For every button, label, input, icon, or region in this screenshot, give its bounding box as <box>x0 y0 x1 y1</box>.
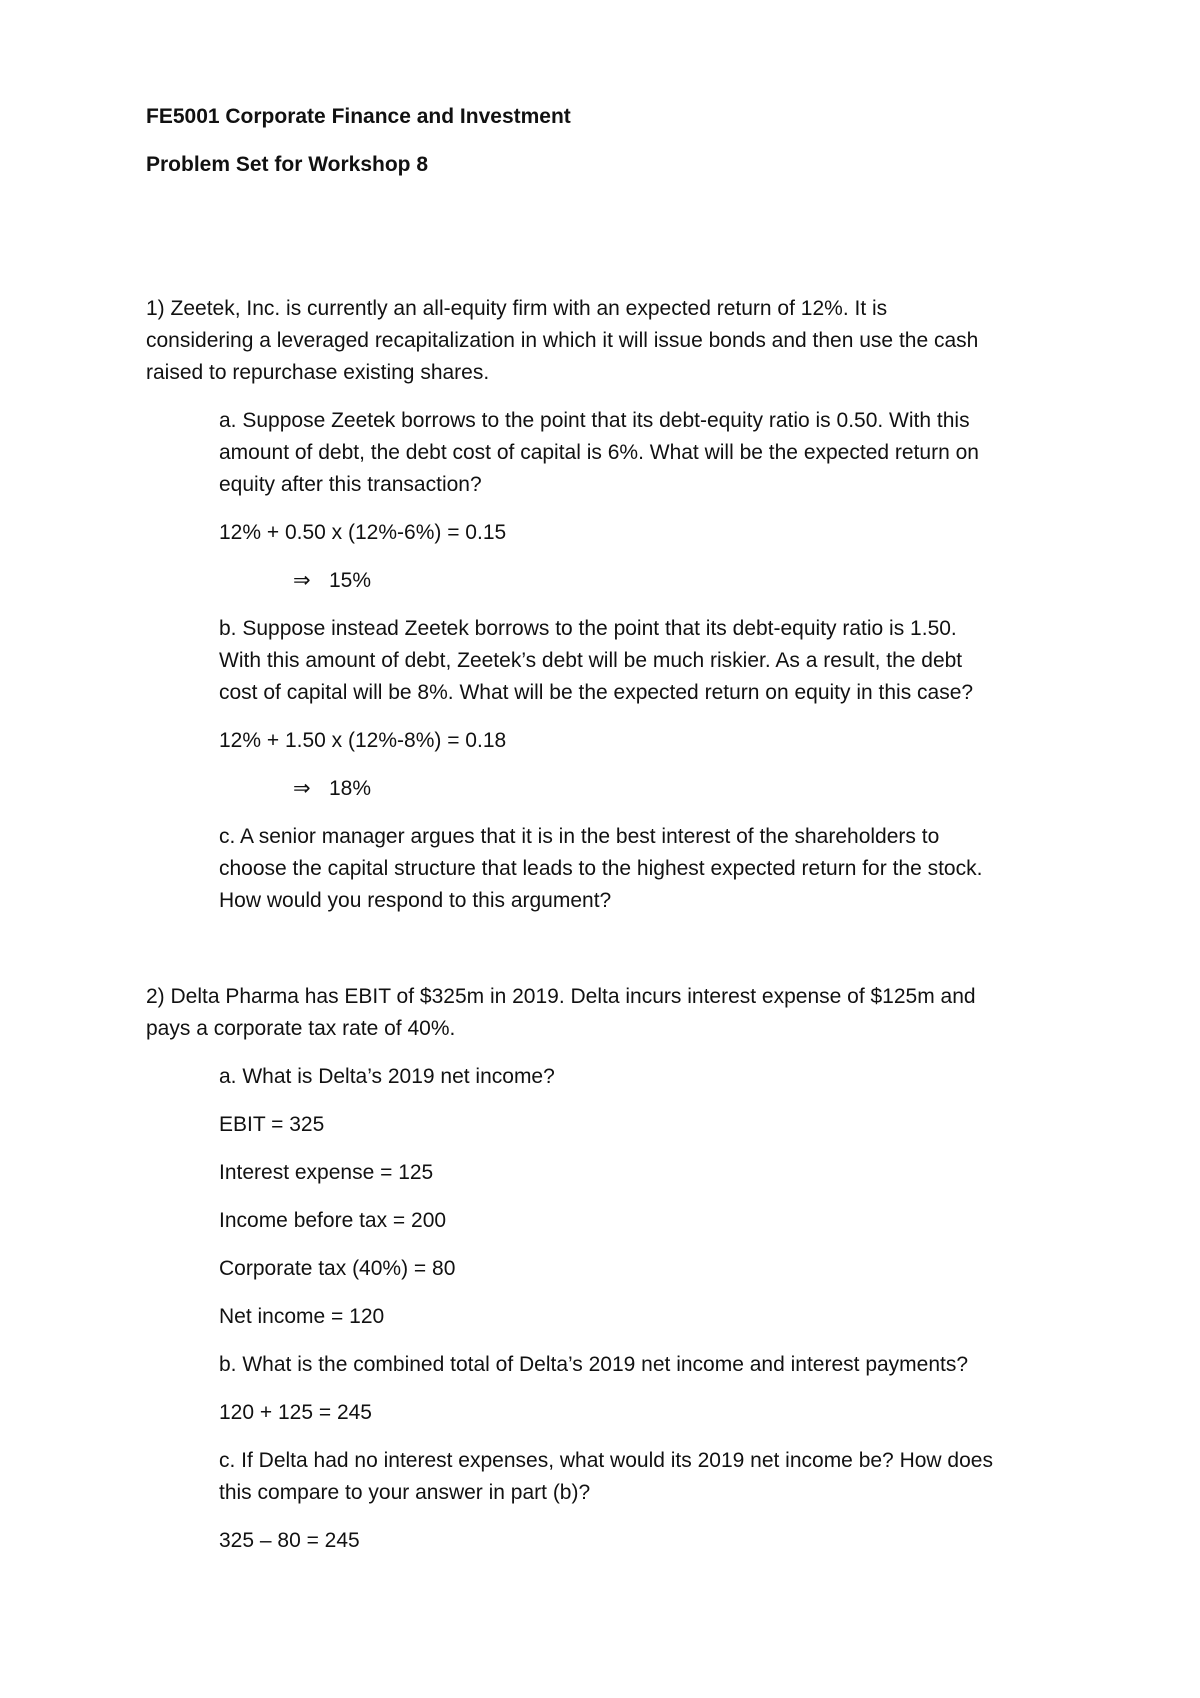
q1b-question-line-2: With this amount of debt, Zeetek’s debt will be much riskier. As a result, the debt <box>219 649 963 672</box>
q2-intro-line-1: 2) Delta Pharma has EBIT of $325m in 2019. Delta incurs interest expense of $125m and <box>146 985 976 1008</box>
q2b-calculation: 120 + 125 = 245 <box>219 1401 372 1424</box>
implies-arrow-icon: ⇒ <box>293 777 311 800</box>
q1a-result-value: 15% <box>329 569 372 592</box>
q2a-line-corporate-tax: Corporate tax (40%) = 80 <box>219 1257 456 1280</box>
q1-intro-line-2: considering a leveraged recapitalization in which it will issue bonds and then use the cash <box>146 329 979 352</box>
q1b-question-line-1: b. Suppose instead Zeetek borrows to the point that its debt-equity ratio is 1.50. <box>219 617 957 640</box>
q1a-result <box>293 569 371 593</box>
course-title: FE5001 Corporate Finance and Investment <box>146 105 571 128</box>
problem-set-subtitle: Problem Set for Workshop 8 <box>146 153 428 176</box>
q2b-question: b. What is the combined total of Delta’s 2019 net income and interest payments? <box>219 1353 969 1376</box>
q1a-calculation: 12% + 0.50 x (12%-6%) = 0.15 <box>219 521 507 544</box>
q1-intro-line-3: raised to repurchase existing shares. <box>146 361 490 384</box>
q2a-line-interest: Interest expense = 125 <box>219 1161 434 1184</box>
q2c-question-line-2: this compare to your answer in part (b)? <box>219 1481 591 1504</box>
q1a-question-line-3: equity after this transaction? <box>219 473 482 496</box>
q1b-result-value: 18% <box>329 777 372 800</box>
q1a-question-line-2: amount of debt, the debt cost of capital is 6%. What will be the expected return on <box>219 441 979 464</box>
q1a-question-line-1: a. Suppose Zeetek borrows to the point that its debt-equity ratio is 0.50. With this <box>219 409 970 432</box>
q1b-question-line-3: cost of capital will be 8%. What will be the expected return on equity in this case? <box>219 681 974 704</box>
q2a-line-net-income: Net income = 120 <box>219 1305 385 1328</box>
q2a-line-ebit: EBIT = 325 <box>219 1113 325 1136</box>
q1c-question-line-1: c. A senior manager argues that it is in the best interest of the shareholders to <box>219 825 940 848</box>
q2a-line-income-before-tax: Income before tax = 200 <box>219 1209 447 1232</box>
q2a-question: a. What is Delta’s 2019 net income? <box>219 1065 555 1088</box>
implies-arrow-icon: ⇒ <box>293 569 311 592</box>
q1c-question-line-3: How would you respond to this argument? <box>219 889 612 912</box>
q2c-calculation: 325 – 80 = 245 <box>219 1529 360 1552</box>
q2c-question-line-1: c. If Delta had no interest expenses, what would its 2019 net income be? How does <box>219 1449 993 1472</box>
q1c-question-line-2: choose the capital structure that leads to the highest expected return for the stock. <box>219 857 983 880</box>
q1b-calculation: 12% + 1.50 x (12%-8%) = 0.18 <box>219 729 507 752</box>
q1b-result <box>293 777 371 801</box>
q1-intro-line-1: 1) Zeetek, Inc. is currently an all-equity firm with an expected return of 12%. It is <box>146 297 888 320</box>
q2-intro-line-2: pays a corporate tax rate of 40%. <box>146 1017 456 1040</box>
